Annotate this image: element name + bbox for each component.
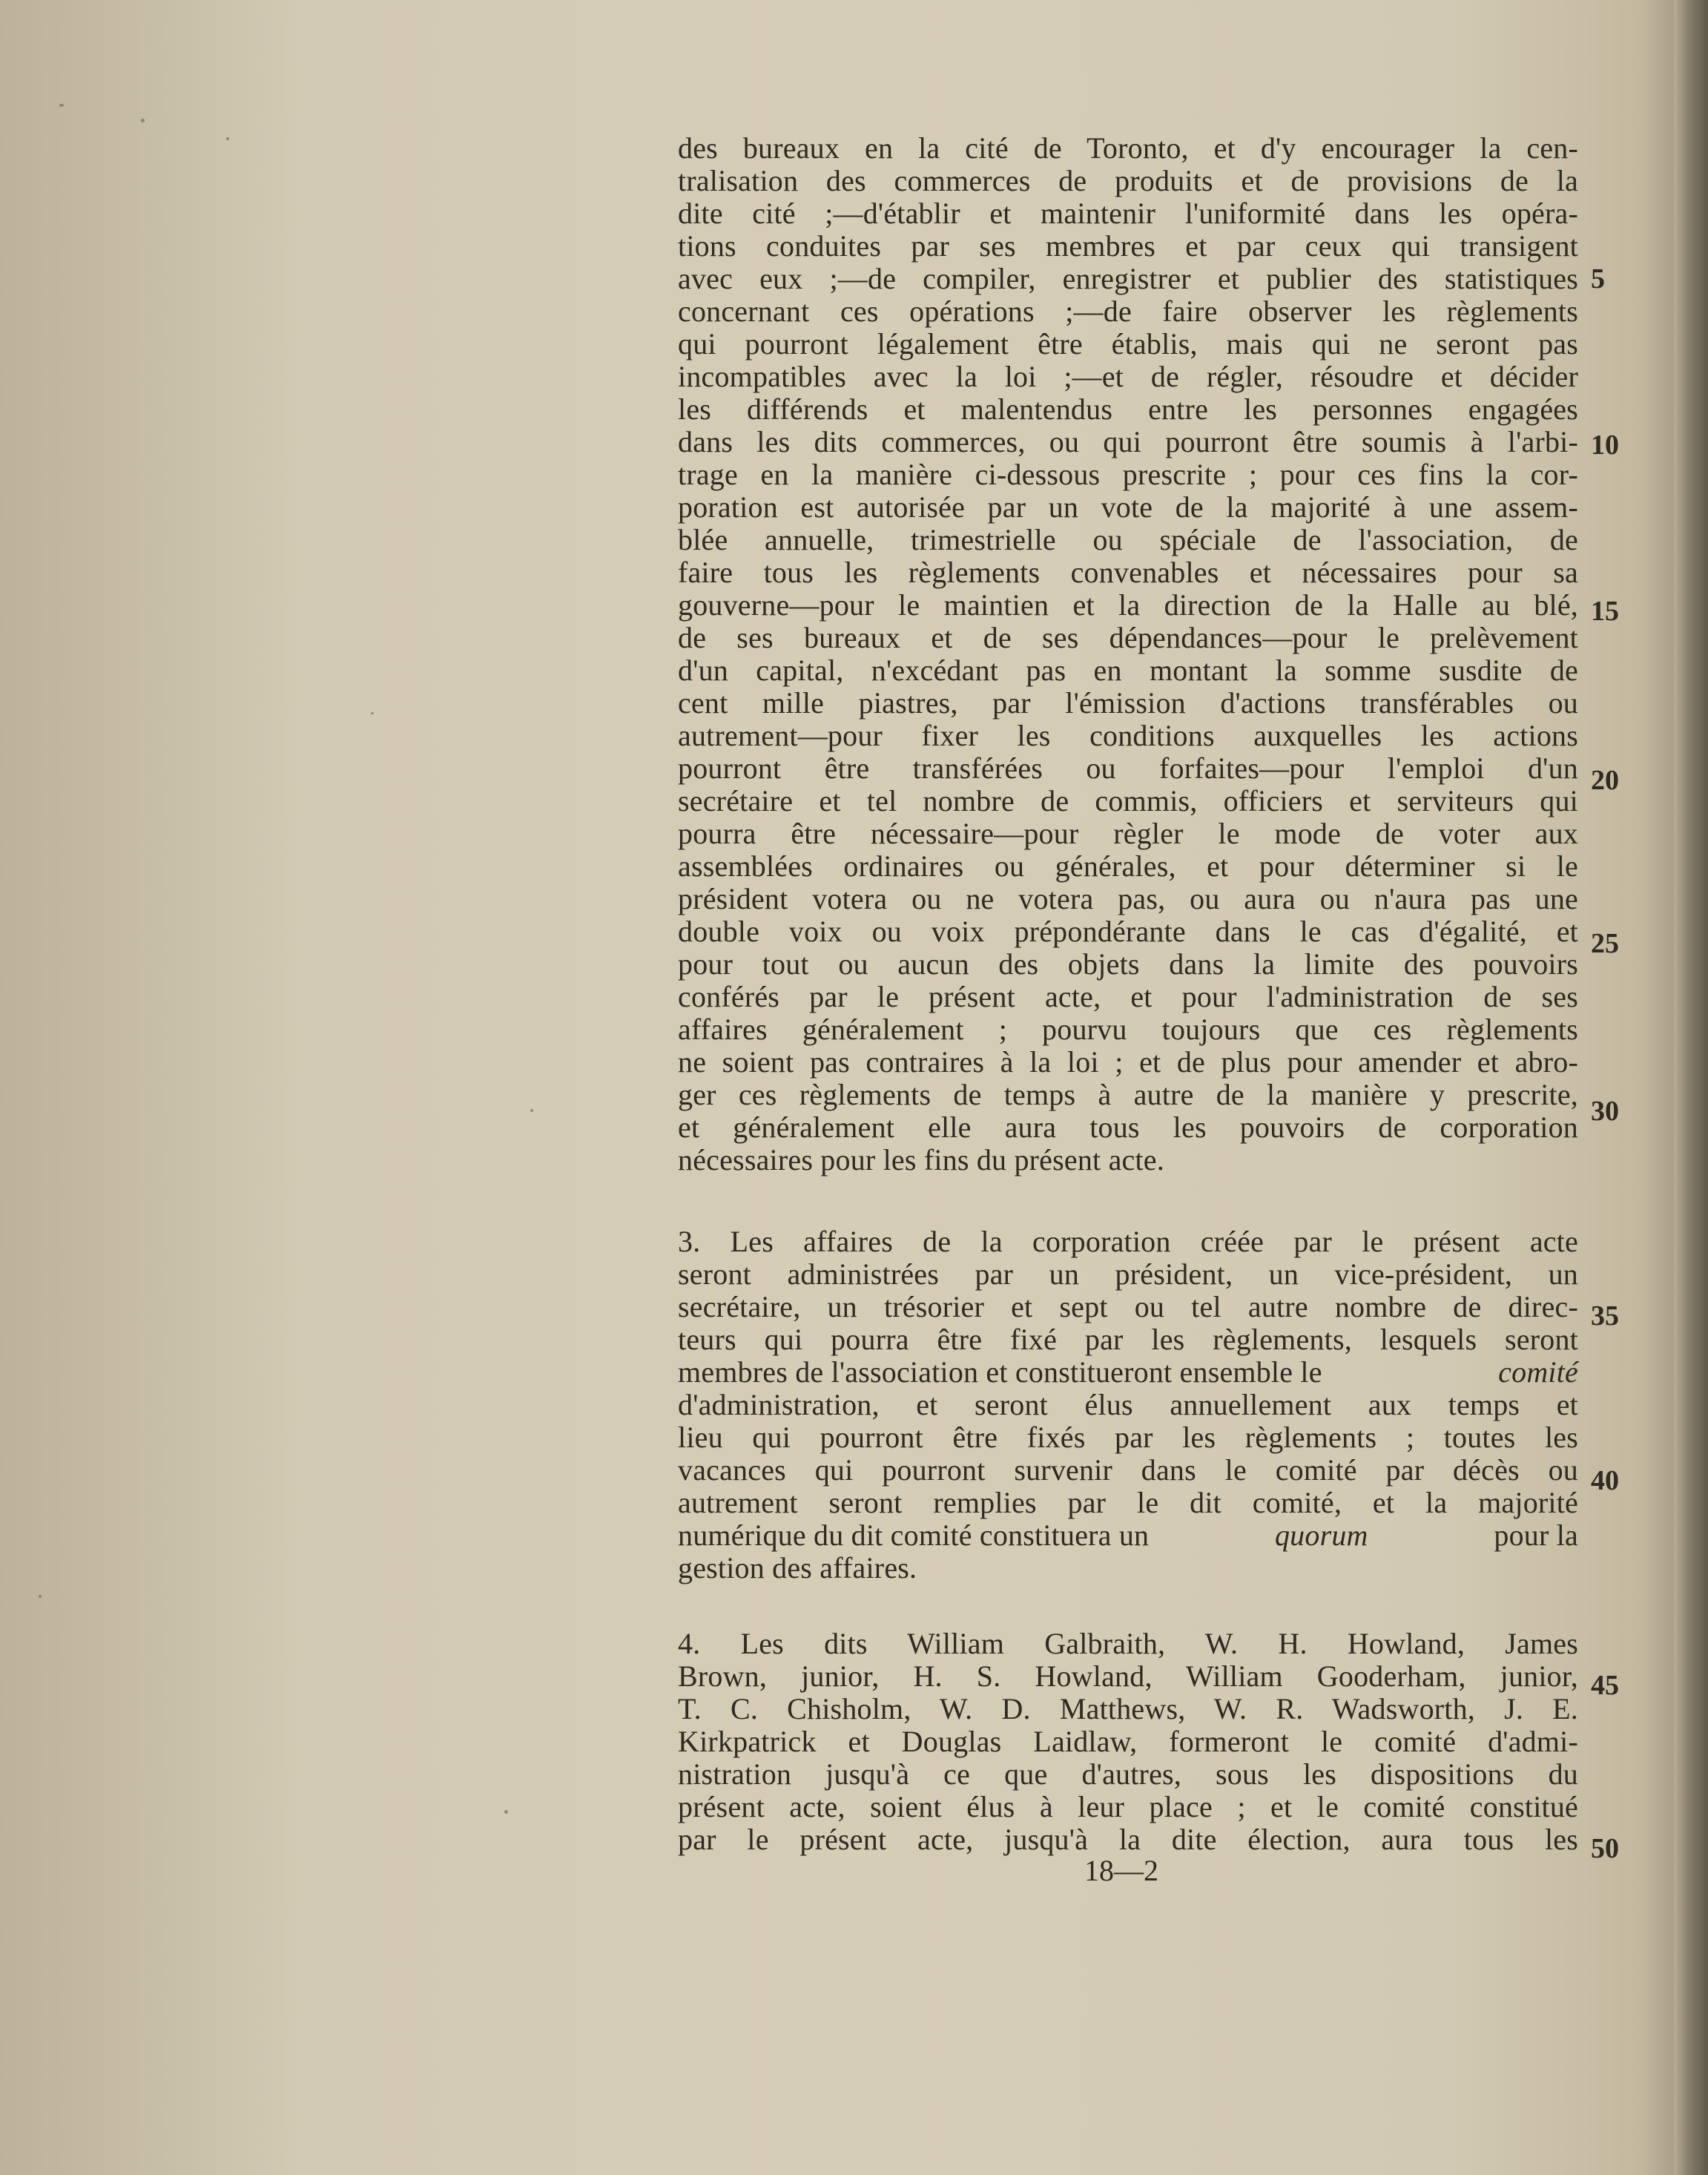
text-line: tralisation des commerces de produits et de provisions de la [678,164,1578,197]
text-line: dans les dits commerces, ou qui pourront être soumis à l'arbi- [678,425,1578,458]
text-line: poration est autorisée par un vote de la majorité à une assem- [678,490,1578,524]
text-line: des bureaux en la cité de Toronto, et d'y encourager la cen- [678,131,1578,165]
margin-line-number: 40 [1591,1465,1619,1496]
text-line: incompatibles avec la loi ;—et de régler, résoudre et décider [678,360,1578,393]
margin-line-number: 5 [1591,263,1605,295]
text-line: Kirkpatrick et Douglas Laidlaw, formeront le comité d'admi- [678,1725,1578,1758]
text-line: dite cité ;—d'établir et maintenir l'uniformité dans les opéra- [678,197,1578,230]
text-line: gouverne—pour le maintien et la direction de la Halle au blé, [678,588,1578,622]
text-line: affaires généralement ; pourvu toujours que ces règlements [678,1013,1578,1046]
text-line: vacances qui pourront survenir dans le comité par décès ou [678,1453,1578,1487]
text-line: cent mille piastres, par l'émission d'actions transférables ou [678,686,1578,720]
text-line: présent acte, soient élus à leur place ; et le comité constitué [678,1790,1578,1823]
text-line: conférés par le présent acte, et pour l'administration de ses [678,980,1578,1013]
text-line: secrétaire, un trésorier et sept ou tel autre nombre de direc- [678,1290,1578,1323]
text-line: par le présent acte, jusqu'à la dite élection, aura tous les [678,1823,1578,1856]
text-fragment: pour la [1494,1518,1578,1552]
text-line: secrétaire et tel nombre de commis, officiers et serviteurs qui [678,784,1578,817]
text-line: trage en la manière ci-dessous prescrite ; pour ces fins la cor- [678,458,1578,491]
text-line: double voix ou voix prépondérante dans le cas d'égalité, et [678,915,1578,948]
text-line: autrement seront remplies par le dit comité, et la majorité [678,1486,1578,1519]
text-line: ger ces règlements de temps à autre de la manière y prescrite, [678,1078,1578,1111]
margin-line-number: 45 [1591,1670,1619,1701]
text-line: les différends et malentendus entre les personnes engagées [678,392,1578,426]
margin-line-number: 50 [1591,1833,1619,1864]
text-line: pourront être transférées ou forfaites—pour l'emploi d'un [678,751,1578,785]
text-line: gestion des affaires. [678,1551,917,1585]
italic-term: comité [1498,1355,1578,1389]
text-line: pour tout ou aucun des objets dans la limite des pouvoirs [678,947,1578,981]
margin-line-number: 15 [1591,596,1619,627]
text-line: avec eux ;—de compiler, enregistrer et publier des statistiques [678,262,1578,295]
text-line: T. C. Chisholm, W. D. Matthews, W. R. Wadsworth, J. E. [678,1692,1578,1725]
text-line: ne soient pas contraires à la loi ; et de plus pour amender et abro- [678,1045,1578,1079]
text-line: de ses bureaux et de ses dépendances—pour le prelèvement [678,621,1578,654]
italic-term: quorum [1274,1518,1368,1552]
text-line: assemblées ordinaires ou générales, et pour déterminer si le [678,849,1578,883]
margin-line-number: 30 [1591,1096,1619,1127]
text-line: blée annuelle, trimestrielle ou spéciale de l'association, de [678,523,1578,556]
text-line-with-italic [678,1356,1578,1389]
text-line: pourra être nécessaire—pour règler le mode de voter aux [678,817,1578,850]
margin-line-number: 35 [1591,1300,1619,1332]
text-line: seront administrées par un président, un vice-président, un [678,1257,1578,1291]
margin-line-number: 25 [1591,928,1619,959]
text-line: qui pourront légalement être établis, mais qui ne seront pas [678,327,1578,361]
text-fragment: numérique du dit comité constituera un [678,1518,1150,1552]
text-line: tions conduites par ses membres et par ceux qui transigent [678,229,1578,263]
text-line-with-italic [678,1519,1578,1552]
text-line: Brown, junior, H. S. Howland, William Gooderham, junior, [678,1659,1578,1693]
section-3-first-line: 3. Les affaires de la corporation créée par le présent acte [678,1225,1578,1258]
margin-line-number: 10 [1591,430,1619,461]
text-line: teurs qui pourra être fixé par les règlements, lesquels seront [678,1323,1578,1356]
text-line: faire tous les règlements convenables et nécessaires pour sa [678,556,1578,589]
text-fragment: membres de l'association et constitueront ensemble le [678,1355,1322,1389]
text-line: d'administration, et seront élus annuellement aux temps et [678,1388,1578,1421]
section-4-first-line: 4. Les dits William Galbraith, W. H. Howland, James [678,1627,1578,1660]
signature-mark: 18—2 [1084,1854,1158,1887]
text-line: autrement—pour fixer les conditions auxquelles les actions [678,719,1578,752]
margin-line-number: 20 [1591,765,1619,796]
text-line: d'un capital, n'excédant pas en montant la somme susdite de [678,654,1578,687]
text-line: nécessaires pour les fins du présent acte. [678,1143,1164,1177]
text-line: président votera ou ne votera pas, ou aura ou n'aura pas une [678,882,1578,915]
text-line: concernant ces opérations ;—de faire observer les règlements [678,295,1578,328]
text-line: et généralement elle aura tous les pouvoirs de corporation [678,1110,1578,1144]
text-line: nistration jusqu'à ce que d'autres, sous les dispositions du [678,1757,1578,1791]
text-line: lieu qui pourront être fixés par les règlements ; toutes les [678,1421,1578,1454]
